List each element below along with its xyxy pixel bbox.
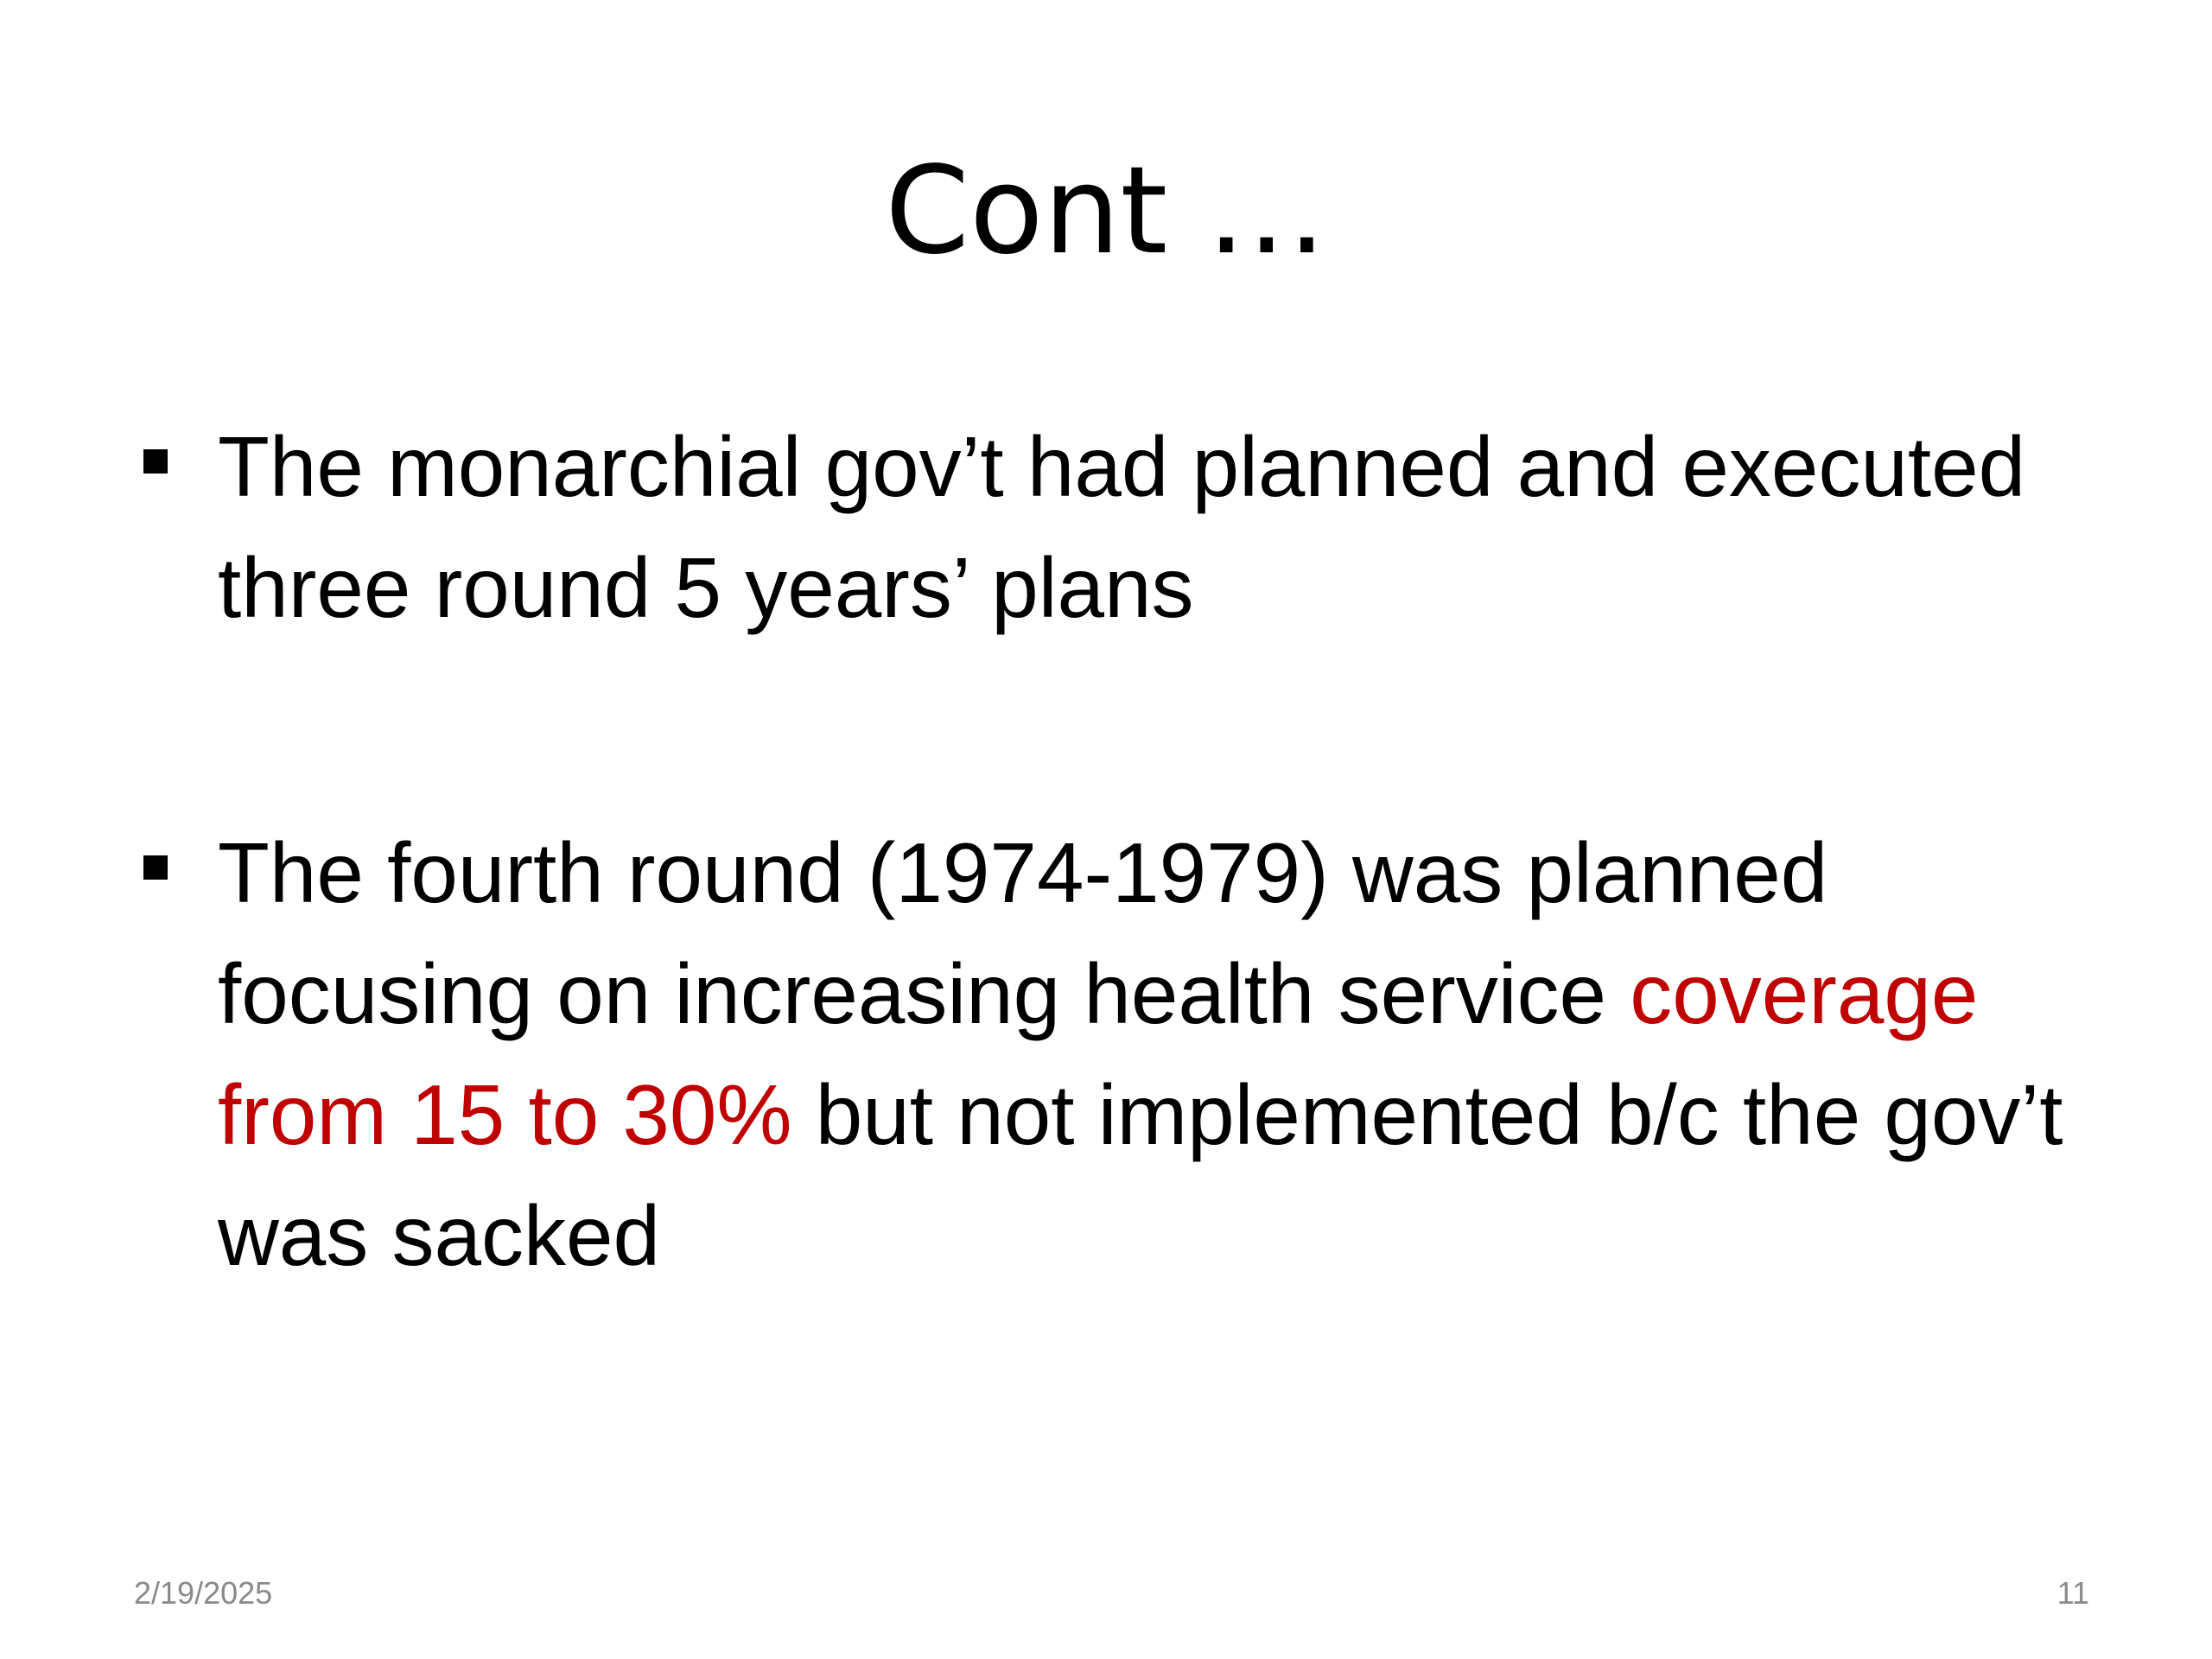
highlighted-text: coverage from 15 to 30%	[218, 946, 1979, 1162]
bullet-item-1	[138, 406, 2091, 648]
bullet-text: The monarchial gov’t had planned and executed three round 5 years’ plans	[218, 419, 2026, 635]
bullet-text-after: but not implemented b/c the gov’t was sacked	[218, 1067, 2063, 1283]
slide-body	[138, 406, 2091, 1296]
slide-number: 11	[2056, 1575, 2089, 1611]
bullet-item-2	[138, 812, 2091, 1296]
square-bullet-icon	[143, 855, 168, 880]
footer-date: 2/19/2025	[134, 1575, 273, 1611]
bullet-text-before: The fourth round (1974-1979) was planned focusing on increasing health service	[218, 825, 1828, 1041]
slide-title: Cont …	[885, 141, 1327, 282]
square-bullet-icon	[143, 449, 168, 474]
